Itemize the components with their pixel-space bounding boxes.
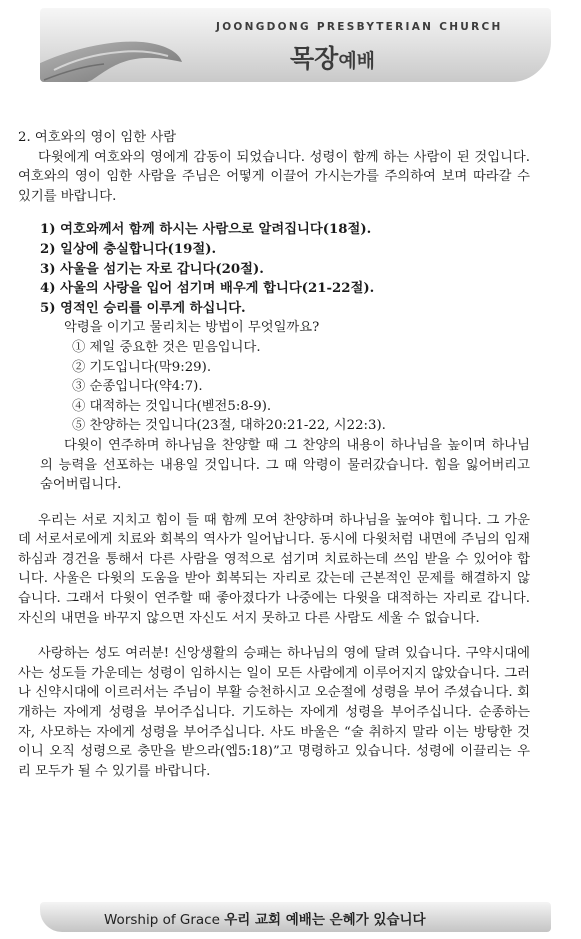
answer-item: ④ 대적하는 것입니다(벧전5:8-9). [72,398,272,414]
sermon-content [18,128,530,781]
footer-text [104,908,426,928]
intro-paragraph: 다윗에게 여호와의 영에게 감동이 되었습니다. 성령이 함께 하는 사람이 된 것입니다. 여호와의 영이 임한 사람을 주님은 어떻게 이끌어 가시는가를 주의하여 보며 따라갈 수 있기를 바랍니다. [18,149,530,204]
praying-hands-icon [40,26,184,82]
church-name: JOONGDONG PRESBYTERIAN CHURCH [216,21,503,33]
header-banner [40,8,551,82]
service-title [290,39,375,75]
question-text: 악령을 이기고 물리치는 방법이 무엇일까요? [64,320,320,336]
point-item: 2) 일상에 충실합니다(19절). [40,241,217,257]
footer-korean: 우리 교회 예배는 은혜가 있습니다 [224,912,426,928]
answer-item: ⑤ 찬양하는 것입니다(23절, 대하20:21-22, 시22:3). [72,418,386,434]
service-title-main: 목장 [290,44,339,73]
point-item: 3) 사울을 섬기는 자로 갑니다(20절). [40,261,264,277]
praise-paragraph: 다윗이 연주하며 하나님을 찬양할 때 그 찬양의 내용이 하나님을 높이며 하나님의 능력을 선포하는 내용일 것입니다. 그 때 악령이 물러갔습니다. 힘을 잃어버리고 숨어버립니다. [40,437,530,493]
point-list [18,220,530,318]
answer-item: ① 제일 중요한 것은 믿음입니다. [72,339,261,355]
point-item: 4) 사울의 사랑을 입어 섬기며 배우게 합니다(21-22절). [40,281,375,297]
point-item: 1) 여호와께서 함께 하시는 사람으로 알려집니다(18절). [40,222,372,238]
footer-english: Worship of Grace [104,912,220,928]
answer-item: ② 기도입니다(막9:29). [72,359,212,375]
footer-banner [40,902,551,932]
section-title: 2. 여호와의 영이 임한 사람 [18,130,177,145]
service-title-sub: 예배 [338,50,376,72]
body-paragraph: 우리는 서로 지치고 힘이 들 때 함께 모여 찬양하며 하나님을 높여야 힙니다. 그 가운데 서로서로에게 치료와 회복의 역사가 일어납니다. 동시에 다윗처럼 내면에 주님의 임재하심과 경건을 통해서 다른 사람을 영적으로 섬기며 치료하는데 쓰임 받을 수 있어야 합니다. 사울은 다윗의 도움을 받아 회복되는 자리로 갔는데 근본적인 문제를 해결하지 않습니다. 그래서 다윗이 연주할 때 좋아졌다가 나중에는 다윗을 대적하는 자리로 갑니다. 자신의 내면을 바꾸지 않으면 자신도 서지 못하고 다른 사람도 세울 수 없습니다. [18,512,530,626]
body-paragraph: 사랑하는 성도 여러분! 신앙생활의 승패는 하나님의 영에 달려 있습니다. 구약시대에 사는 성도들 가운데는 성령이 임하시는 일이 모든 사람에게 이루어지지 않았습니다. 그러나 신약시대에 이르러서는 주님이 부활 승천하시고 오순절에 성령을 부어 주셨습니다. 회개하는 자에게 성령을 부어주십니다. 기도하는 자에게 성령을 부어주십니다. 순종하는 자, 사모하는 자에게 성령을 부어주십니다. 사도 바울은 “술 취하지 말라 이는 방탕한 것이니 오직 성령으로 충만을 받으라(엡5:18)”고 명령하고 있습니다. 성령에 이끌리는 우리 모두가 될 수 있기를 바랍니다. [18,646,530,779]
point-item: 5) 영적인 승리를 이루게 하십니다. [40,300,246,316]
answer-item: ③ 순종입니다(약4:7). [72,379,203,395]
